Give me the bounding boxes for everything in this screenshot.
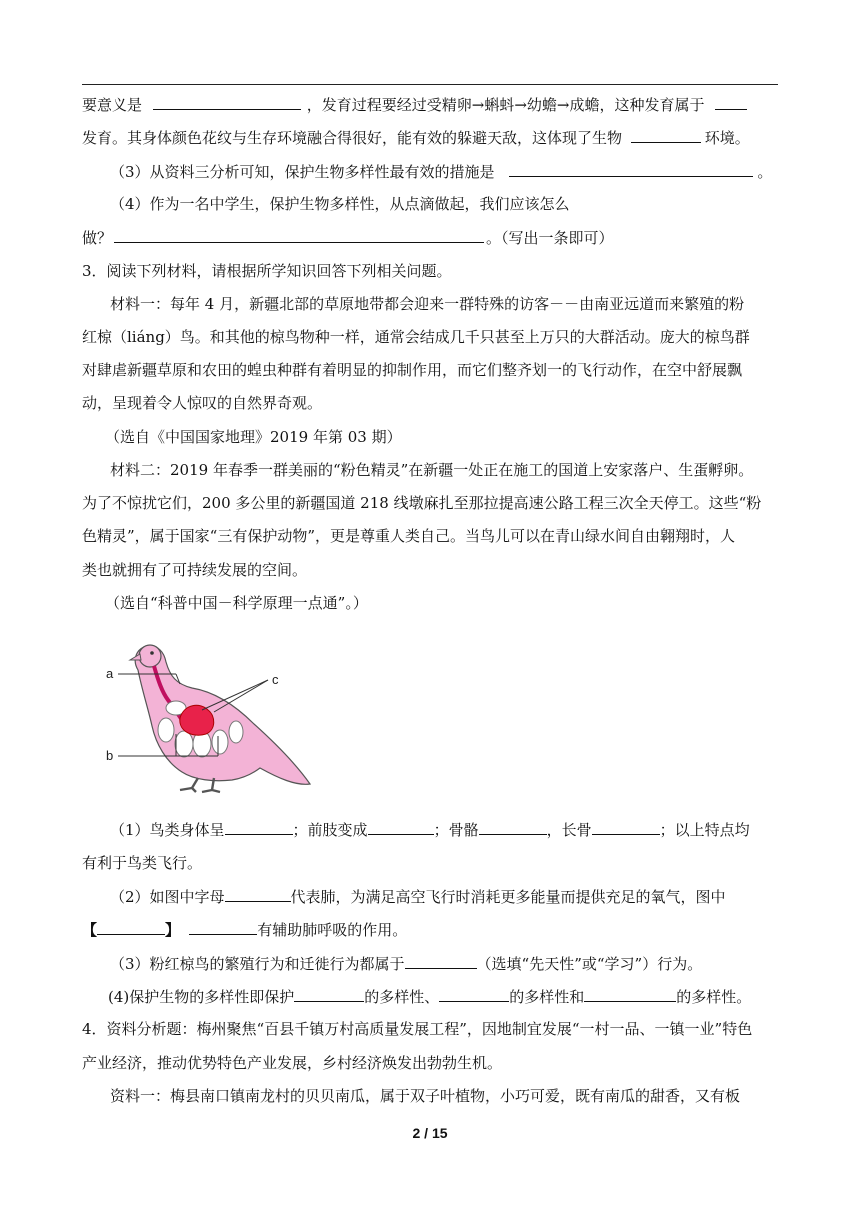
blank[interactable] [294, 985, 364, 1002]
blank[interactable] [114, 226, 484, 243]
q2-part-4: （4）作为一名中学生，保护生物多样性，从点滴做起，我们应该怎么 [110, 195, 570, 213]
blank[interactable] [225, 818, 293, 835]
q3-material2-line: 色精灵”，属于国家“三有保护动物”，更是尊重人类自己。当鸟儿可以在青山绿水间自由翱翔时，人 [82, 527, 736, 545]
label-c: c [272, 672, 279, 687]
header-rule [82, 84, 778, 85]
q3-material1-line: 红椋（liáng）鸟。和其他的椋鸟物种一样，通常会结成几千只甚至上万只的大群活动。庞大的椋鸟群 [82, 328, 750, 346]
air-sac [229, 721, 243, 743]
q3-part-3: （3）粉红椋鸟的繁殖行为和迁徙行为都属于 （选填“先天性”或“学习”）行为。 [110, 952, 702, 974]
q3-heading: 3．阅读下列材料，请根据所学知识回答下列相关问题。 [82, 262, 452, 280]
q2-part-3: （3）从资料三分析可知，保护生物多样性最有效的措施是 。 [110, 160, 772, 182]
q3-material2-line: 类也就拥有了可持续发展的空间。 [82, 561, 308, 579]
q3-material2-line: 为了不惊扰它们，200 多公里的新疆国道 218 线墩麻扎至那拉提高速公路工程三次全天停工。这些“粉 [82, 494, 762, 512]
q3-part-2: （2）如图中字母 代表肺，为满足高空飞行时消耗更多能量而提供充足的氧气，图中 [110, 885, 726, 907]
bird-respiratory-diagram [96, 640, 318, 796]
blank[interactable] [189, 918, 257, 935]
q3-source-2: （选自“科普中国－科学原理一点通”。） [105, 594, 368, 612]
bird-legs [180, 778, 220, 792]
q3-material1-line: 材料一：每年 4 月，新疆北部的草原地带都会迎来一群特殊的访客－－由南亚远道而来繁殖的粉 [110, 295, 745, 313]
q3-material2-line: 材料二：2019 年春季一群美丽的“粉色精灵”在新疆一处正在施工的国道上安家落户、生蛋孵卵。 [110, 461, 754, 479]
page-number: 2 / 15 [412, 1125, 448, 1141]
blank[interactable] [584, 985, 676, 1002]
q3-part-4: (4)保护生物的多样性即保护 的多样性、 的多样性和 的多样性。 [108, 985, 751, 1007]
q3-part-1: （1）鸟类身体呈 ；前肢变成 ；骨骼 ，长骨 ；以上特点均 [110, 818, 750, 840]
blank[interactable] [631, 126, 701, 143]
blank[interactable] [439, 985, 509, 1002]
blank[interactable] [592, 818, 660, 835]
label-b: b [106, 748, 114, 763]
blank[interactable] [225, 885, 291, 902]
q2-line-2: 发育。其身体颜色花纹与生存环境融合得很好，能有效的躲避天敌，这体现了生物 环境。 [82, 126, 750, 148]
q4-line-2: 产业经济，推动优势特色产业发展，乡村经济焕发出勃勃生机。 [82, 1054, 503, 1072]
bird-body [135, 646, 310, 784]
q3-part-2-cont: 【 】 有辅助肺呼吸的作用。 [82, 918, 407, 940]
blank[interactable] [153, 93, 301, 110]
blank[interactable] [97, 918, 165, 935]
blank[interactable] [509, 160, 753, 177]
air-sac [175, 731, 193, 757]
blank[interactable] [368, 818, 434, 835]
q2-part-4-cont: 做？ 。（写出一条即可） [82, 226, 614, 248]
blank[interactable] [715, 93, 747, 110]
q2-line-1: 要意义是 ，发育过程要经过受精卵→蝌蚪→幼蟾→成蟾，这种发育属于 [82, 93, 747, 115]
q3-source-1: （选自《中国国家地理》2019 年第 03 期） [105, 428, 402, 446]
air-sac [212, 730, 228, 754]
blank[interactable] [479, 818, 547, 835]
blank[interactable] [405, 952, 477, 969]
q4-line-3: 资料一：梅县南口镇南龙村的贝贝南瓜，属于双子叶植物，小巧可爱，既有南瓜的甜香，又有板 [110, 1087, 741, 1105]
label-a: a [106, 666, 114, 681]
q4-line-1: 4．资料分析题：梅州聚焦“百县千镇万村高质量发展工程”，因地制宜发展“一村一品、一镇一业”特色 [82, 1020, 753, 1038]
q3-material1-line: 对肆虐新疆草原和农田的蝗虫种群有着明显的抑制作用，而它们整齐划一的飞行动作，在空中舒展飘 [82, 361, 743, 379]
q3-part-1-cont: 有利于鸟类飞行。 [82, 854, 203, 872]
air-sac [158, 718, 174, 742]
q3-material1-line: 动，呈现着令人惊叹的自然界奇观。 [82, 394, 323, 412]
